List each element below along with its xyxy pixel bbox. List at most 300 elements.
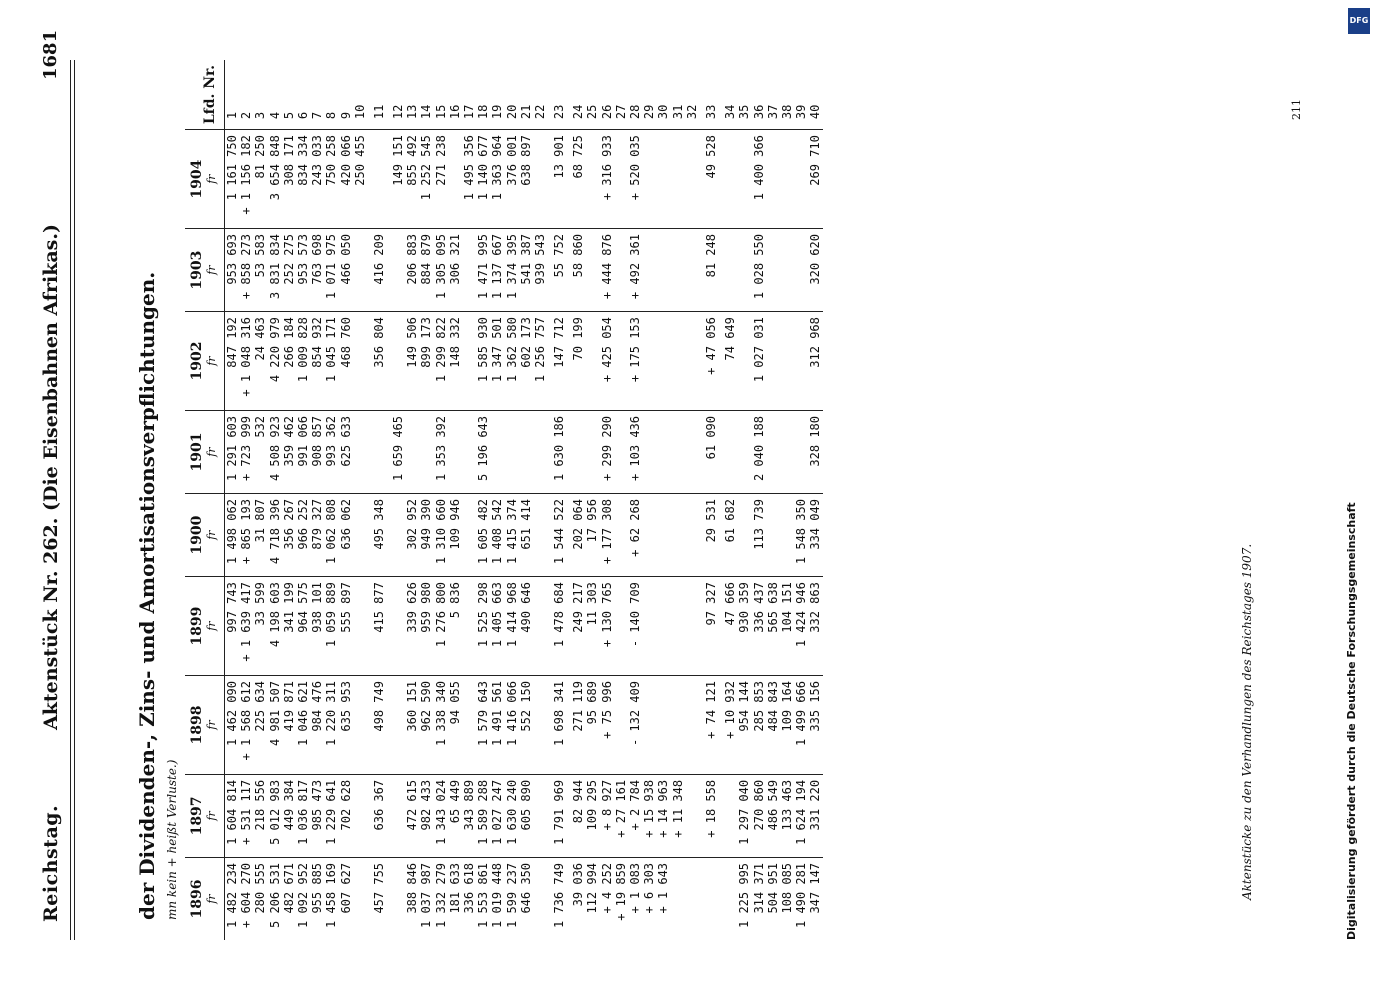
table-cell: 1 225 995 xyxy=(737,857,751,940)
table-cell: 1 338 340 xyxy=(434,676,448,775)
table-cell xyxy=(723,410,737,493)
table-cell: 1 256 757 xyxy=(533,312,547,411)
table-cell: 1 400 366 xyxy=(752,130,766,229)
table-cell xyxy=(448,410,462,493)
table-row xyxy=(434,60,448,940)
table-row xyxy=(685,60,699,940)
table-cell: 82 944 xyxy=(571,774,585,857)
column-header xyxy=(185,130,225,229)
table-row xyxy=(628,60,642,940)
table-cell: 1 343 024 xyxy=(434,774,448,857)
column-year: 1900 xyxy=(189,515,205,555)
table-cell: 1 297 040 xyxy=(737,774,751,857)
table-cell: + 865 193 xyxy=(239,494,253,577)
table-row xyxy=(519,60,533,940)
table-cell: 49 528 xyxy=(699,130,723,229)
table-row xyxy=(808,60,822,940)
row-number-cell: 6 xyxy=(296,111,311,120)
table-cell xyxy=(353,676,367,775)
table-cell xyxy=(353,494,367,577)
table-cell: + 492 361 xyxy=(628,229,642,312)
table-cell xyxy=(671,857,685,940)
digitization-credit: Digitalisierung gefördert durch die Deutsche Forschungsgemeinschaft xyxy=(1345,502,1358,940)
table-cell: 1 362 580 xyxy=(505,312,519,411)
table-cell xyxy=(656,130,670,229)
table-cell: + 1 568 612 xyxy=(239,676,253,775)
table-cell: 252 275 xyxy=(282,229,296,312)
column-year: 1903 xyxy=(189,250,205,290)
table-cell: 449 384 xyxy=(282,774,296,857)
table-cell xyxy=(533,410,547,493)
table-cell: 949 390 xyxy=(419,494,433,577)
table-cell: + 723 999 xyxy=(239,410,253,493)
table-cell: 1 229 641 xyxy=(324,774,338,857)
table-cell: 109 164 xyxy=(780,676,794,775)
table-cell xyxy=(766,494,780,577)
row-number-cell: 22 xyxy=(533,104,548,120)
table-row xyxy=(737,60,751,940)
table-cell: 24 463 xyxy=(253,312,267,411)
table-cell: 955 885 xyxy=(310,857,324,940)
column-header xyxy=(185,312,225,411)
table-cell: 490 646 xyxy=(519,577,533,676)
table-cell xyxy=(353,774,367,857)
table-cell: 416 209 xyxy=(367,229,391,312)
table-cell: + 62 268 xyxy=(628,494,642,577)
column-year: 1898 xyxy=(189,705,205,745)
dfg-logo: DFG xyxy=(1348,8,1370,34)
row-number-cell: 28 xyxy=(628,104,643,120)
table-cell: 1 495 356 xyxy=(462,130,476,229)
table-row xyxy=(585,60,599,940)
table-cell: 1 579 643 xyxy=(476,676,490,775)
table-cell: + 74 121 xyxy=(699,676,723,775)
table-row xyxy=(324,60,338,940)
table-cell: 607 627 xyxy=(339,857,353,940)
table-cell: 993 362 xyxy=(324,410,338,493)
table-row xyxy=(462,60,476,940)
table-cell xyxy=(780,229,794,312)
table-cell: + 604 270 xyxy=(239,857,253,940)
table-cell: 1 291 603 xyxy=(225,410,240,493)
table-cell xyxy=(614,130,628,229)
table-cell: + 10 932 xyxy=(723,676,737,775)
table-cell: 33 599 xyxy=(253,577,267,676)
table-cell: 1 045 171 xyxy=(324,312,338,411)
table-cell: 1 544 522 xyxy=(547,494,571,577)
table-cell: 884 879 xyxy=(419,229,433,312)
column-header xyxy=(185,410,225,493)
row-number-cell: 4 xyxy=(267,111,282,120)
table-cell: 320 620 xyxy=(808,229,822,312)
row-number-cell: 36 xyxy=(751,104,766,120)
table-cell xyxy=(766,130,780,229)
table-header-row xyxy=(185,60,225,940)
table-cell: + 316 933 xyxy=(600,130,614,229)
table-cell: 202 064 xyxy=(571,494,585,577)
table-cell: 356 267 xyxy=(282,494,296,577)
table-cell: 2 040 188 xyxy=(752,410,766,493)
table-cell: 95 689 xyxy=(585,676,599,775)
row-number-cell: 30 xyxy=(656,104,671,120)
table-row xyxy=(310,60,324,940)
table-cell xyxy=(614,494,628,577)
table-cell: 58 860 xyxy=(571,229,585,312)
table-cell: 1 698 341 xyxy=(547,676,571,775)
table-cell xyxy=(533,577,547,676)
table-cell: 3 831 834 xyxy=(268,229,282,312)
table-cell: + 177 308 xyxy=(600,494,614,577)
row-number-cell: 26 xyxy=(599,104,614,120)
table-cell: 17 956 xyxy=(585,494,599,577)
table-cell xyxy=(656,229,670,312)
row-number-cell: 29 xyxy=(642,104,657,120)
table-cell: + 6 303 xyxy=(642,857,656,940)
header-rule xyxy=(70,60,71,940)
table-cell xyxy=(671,494,685,577)
table-cell: + 1 083 xyxy=(628,857,642,940)
table-cell xyxy=(780,410,794,493)
table-row xyxy=(766,60,780,940)
row-number-cell: 20 xyxy=(504,104,519,120)
table-cell: 3 654 848 xyxy=(268,130,282,229)
table-cell: 39 036 xyxy=(571,857,585,940)
table-cell: 11 303 xyxy=(585,577,599,676)
table-cell: 504 951 xyxy=(766,857,780,940)
table-cell xyxy=(505,410,519,493)
table-cell: 359 462 xyxy=(282,410,296,493)
table-cell: 415 877 xyxy=(367,577,391,676)
table-cell: 270 860 xyxy=(752,774,766,857)
table-cell xyxy=(353,312,367,411)
table-cell xyxy=(642,494,656,577)
data-table xyxy=(185,60,823,940)
table-cell: + 27 161 xyxy=(614,774,628,857)
table-cell xyxy=(656,312,670,411)
table-cell xyxy=(642,312,656,411)
column-year: 1897 xyxy=(189,796,205,836)
table-cell: + 47 056 xyxy=(699,312,723,411)
row-number-cell: 2 xyxy=(239,111,254,120)
table-cell xyxy=(671,229,685,312)
table-cell: 1 062 808 xyxy=(324,494,338,577)
table-cell: 638 897 xyxy=(519,130,533,229)
table-cell: + 15 938 xyxy=(642,774,656,857)
table-cell: 1 374 395 xyxy=(505,229,519,312)
table-row xyxy=(794,60,808,940)
row-number-cell: 13 xyxy=(405,104,420,120)
row-number-cell: 11 xyxy=(371,104,386,120)
table-row xyxy=(533,60,547,940)
table-cell: 1 305 095 xyxy=(434,229,448,312)
column-header xyxy=(185,229,225,312)
table-cell: 855 492 xyxy=(405,130,419,229)
table-cell: 306 321 xyxy=(448,229,462,312)
table-row xyxy=(253,60,267,940)
table-cell: 331 220 xyxy=(808,774,822,857)
table-cell: 1 585 930 xyxy=(476,312,490,411)
table-cell: 61 682 xyxy=(723,494,737,577)
table-cell: 420 066 xyxy=(339,130,353,229)
footer-page: 211 xyxy=(1290,99,1303,120)
table-cell xyxy=(585,410,599,493)
table-row xyxy=(296,60,310,940)
table-cell: 605 890 xyxy=(519,774,533,857)
table-cell: 646 350 xyxy=(519,857,533,940)
table-cell: 280 555 xyxy=(253,857,267,940)
row-number-cell: 24 xyxy=(571,104,586,120)
table-cell: 1 499 666 xyxy=(794,676,808,775)
table-cell xyxy=(585,229,599,312)
table-cell xyxy=(766,410,780,493)
table-cell: 269 710 xyxy=(808,130,822,229)
row-number-cell: 12 xyxy=(391,104,406,120)
table-cell: 939 543 xyxy=(533,229,547,312)
table-cell: + 425 054 xyxy=(600,312,614,411)
row-number-cell: 25 xyxy=(585,104,600,120)
table-cell xyxy=(685,229,699,312)
table-cell: 4 508 923 xyxy=(268,410,282,493)
table-row xyxy=(505,60,519,940)
column-header xyxy=(185,577,225,676)
table-cell: 636 062 xyxy=(339,494,353,577)
table-cell: 225 634 xyxy=(253,676,267,775)
table-cell xyxy=(462,410,476,493)
table-cell: + 520 035 xyxy=(628,130,642,229)
table-cell: 1 347 501 xyxy=(490,312,504,411)
column-year: 1904 xyxy=(189,159,205,199)
table-cell: 930 359 xyxy=(737,577,751,676)
table-cell: 962 590 xyxy=(419,676,433,775)
side-credit xyxy=(1345,40,1365,940)
table-cell: 1 028 550 xyxy=(752,229,766,312)
table-cell: 1 490 281 xyxy=(794,857,808,940)
column-unit: fr xyxy=(205,621,218,631)
table-cell xyxy=(405,410,419,493)
table-cell: 1 415 374 xyxy=(505,494,519,577)
table-cell: 249 217 xyxy=(571,577,585,676)
table-row xyxy=(367,60,391,940)
table-cell xyxy=(723,857,737,940)
table-cell xyxy=(419,410,433,493)
table-cell xyxy=(391,577,405,676)
table-cell: + 299 290 xyxy=(600,410,614,493)
table-cell: 565 638 xyxy=(766,577,780,676)
table-cell: 763 698 xyxy=(310,229,324,312)
table-cell xyxy=(671,312,685,411)
table-row xyxy=(490,60,504,940)
table-cell xyxy=(642,676,656,775)
table-cell: 1 604 814 xyxy=(225,774,240,857)
table-cell: + 858 273 xyxy=(239,229,253,312)
table-cell: 109 295 xyxy=(585,774,599,857)
table-cell: 482 671 xyxy=(282,857,296,940)
table-cell: 1 276 800 xyxy=(434,577,448,676)
table-cell xyxy=(490,410,504,493)
table-cell xyxy=(737,410,751,493)
table-cell: + 130 765 xyxy=(600,577,614,676)
row-number-cell: 27 xyxy=(613,104,628,120)
table-cell: 13 901 xyxy=(547,130,571,229)
table-cell: 4 981 507 xyxy=(268,676,282,775)
table-cell xyxy=(448,130,462,229)
table-cell: 651 414 xyxy=(519,494,533,577)
table-row xyxy=(476,60,490,940)
table-cell xyxy=(737,494,751,577)
table-cell: 635 953 xyxy=(339,676,353,775)
table-cell: + 75 996 xyxy=(600,676,614,775)
table-cell: 486 549 xyxy=(766,774,780,857)
column-unit: fr xyxy=(205,530,218,540)
table-cell: 5 836 xyxy=(448,577,462,676)
table-cell: 97 327 xyxy=(699,577,723,676)
table-cell: 335 156 xyxy=(808,676,822,775)
table-cell xyxy=(685,676,699,775)
row-number-cell: 35 xyxy=(737,104,752,120)
table-row xyxy=(339,60,353,940)
table-row xyxy=(600,60,614,940)
table-cell: 149 151 xyxy=(391,130,405,229)
table-cell: 541 387 xyxy=(519,229,533,312)
table-cell: 1 405 663 xyxy=(490,577,504,676)
table-cell: 1 589 288 xyxy=(476,774,490,857)
table-cell: 495 348 xyxy=(367,494,391,577)
table-cell xyxy=(671,676,685,775)
table-cell: - 140 709 xyxy=(628,577,642,676)
table-row xyxy=(448,60,462,940)
table-cell xyxy=(391,774,405,857)
table-cell: 953 573 xyxy=(296,229,310,312)
table-cell: 147 712 xyxy=(547,312,571,411)
table-cell: 555 897 xyxy=(339,577,353,676)
table-cell: + 1 639 417 xyxy=(239,577,253,676)
table-cell: 5 196 643 xyxy=(476,410,490,493)
table-cell xyxy=(723,229,737,312)
table-cell: 360 151 xyxy=(405,676,419,775)
table-cell: 376 001 xyxy=(505,130,519,229)
column-unit: fr xyxy=(205,894,218,904)
table-cell xyxy=(656,577,670,676)
column-unit: fr xyxy=(205,720,218,730)
table-cell: 1 736 749 xyxy=(547,857,571,940)
table-cell: 148 332 xyxy=(448,312,462,411)
table-cell xyxy=(353,857,367,940)
table-cell: 1 299 822 xyxy=(434,312,448,411)
row-number-cell: 23 xyxy=(552,104,567,120)
row-number-cell: 40 xyxy=(808,104,823,120)
table-cell: 65 449 xyxy=(448,774,462,857)
table-cell: + 175 153 xyxy=(628,312,642,411)
table-cell: 332 863 xyxy=(808,577,822,676)
table-cell: 109 946 xyxy=(448,494,462,577)
table-cell: 1 414 968 xyxy=(505,577,519,676)
table-row xyxy=(723,60,737,940)
table-cell: 899 173 xyxy=(419,312,433,411)
table-cell xyxy=(723,130,737,229)
table-cell: 1 408 542 xyxy=(490,494,504,577)
column-unit: fr xyxy=(205,356,218,366)
table-cell xyxy=(685,494,699,577)
table-cell: 1 140 677 xyxy=(476,130,490,229)
table-cell: 31 807 xyxy=(253,494,267,577)
table-cell: 1 498 062 xyxy=(225,494,240,577)
table-cell: 1 624 194 xyxy=(794,774,808,857)
table-cell: 1 009 828 xyxy=(296,312,310,411)
table-cell: 1 092 952 xyxy=(296,857,310,940)
table-row xyxy=(571,60,585,940)
table-cell xyxy=(367,130,391,229)
table-cell: 1 659 465 xyxy=(391,410,405,493)
column-header xyxy=(185,857,225,940)
table-cell: 1 548 350 xyxy=(794,494,808,577)
table-cell: 991 066 xyxy=(296,410,310,493)
table-cell: 81 248 xyxy=(699,229,723,312)
table-cell xyxy=(656,494,670,577)
page-number: 1681 xyxy=(40,29,61,80)
table-cell: 847 192 xyxy=(225,312,240,411)
table-cell: 81 250 xyxy=(253,130,267,229)
table-cell xyxy=(780,494,794,577)
table-cell: 1 424 946 xyxy=(794,577,808,676)
table-cell xyxy=(671,130,685,229)
table-cell xyxy=(737,130,751,229)
table-cell: 356 804 xyxy=(367,312,391,411)
table-cell: 985 473 xyxy=(310,774,324,857)
table-cell: 266 184 xyxy=(282,312,296,411)
row-number-cell: 1 xyxy=(225,111,239,120)
table-cell: + 1 643 xyxy=(656,857,670,940)
table-cell: + 2 784 xyxy=(628,774,642,857)
table-cell: 113 739 xyxy=(752,494,766,577)
table-row xyxy=(268,60,282,940)
table-cell: 1 630 240 xyxy=(505,774,519,857)
table-cell: 61 090 xyxy=(699,410,723,493)
table-cell: 1 416 066 xyxy=(505,676,519,775)
row-number-cell: 37 xyxy=(765,104,780,120)
table-cell: 982 433 xyxy=(419,774,433,857)
table-cell: 108 085 xyxy=(780,857,794,940)
table-cell xyxy=(737,312,751,411)
table-row xyxy=(282,60,296,940)
table-cell: 498 749 xyxy=(367,676,391,775)
table-cell: 70 199 xyxy=(571,312,585,411)
table-cell: 1 599 237 xyxy=(505,857,519,940)
table-row xyxy=(752,60,766,940)
table-cell xyxy=(780,130,794,229)
table-cell xyxy=(391,494,405,577)
table-cell: 206 883 xyxy=(405,229,419,312)
table-cell xyxy=(794,229,808,312)
table-cell: 243 033 xyxy=(310,130,324,229)
row-number-cell: 32 xyxy=(684,104,699,120)
table-cell xyxy=(533,676,547,775)
table-cell: 1 553 861 xyxy=(476,857,490,940)
table-cell: 29 531 xyxy=(699,494,723,577)
table-cell: 334 049 xyxy=(808,494,822,577)
row-number-cell: 19 xyxy=(490,104,505,120)
table-cell: 484 843 xyxy=(766,676,780,775)
table-cell xyxy=(685,857,699,940)
row-number-cell: 38 xyxy=(779,104,794,120)
table-cell: 1 491 561 xyxy=(490,676,504,775)
header-left: Reichstag. xyxy=(40,804,62,922)
table-cell: 1 027 031 xyxy=(752,312,766,411)
table-cell: 1 019 448 xyxy=(490,857,504,940)
row-number-cell: 17 xyxy=(462,104,477,120)
table-cell: 74 649 xyxy=(723,312,737,411)
column-unit: fr xyxy=(205,447,218,457)
row-number-cell: 33 xyxy=(703,104,718,120)
